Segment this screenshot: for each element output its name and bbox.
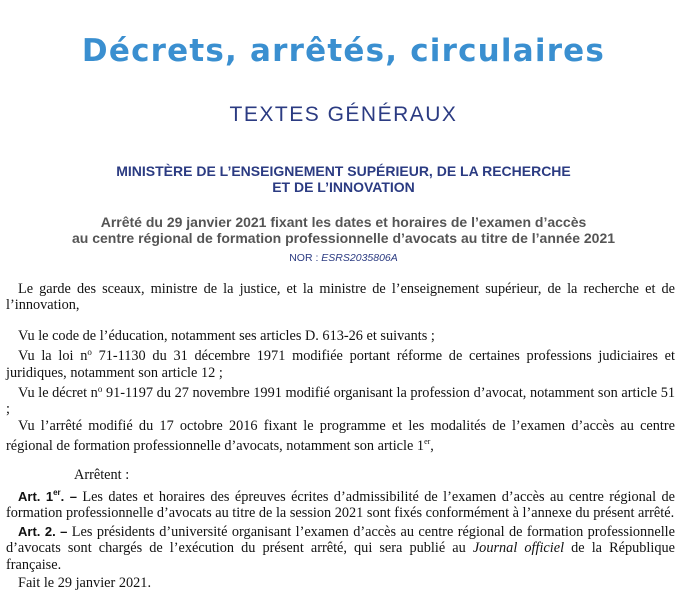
visa-decree-1991: Vu le décret $n^o$ 91-1197 du 27 novembre 1991 modifié organisant la profession d’avocat, notamment son article 51 ; [6,384,675,418]
article-1-label: Art. 1er. – [18,488,77,505]
article-2: Art. 2. – Les présidents d’université organisant l’examen d’accès au centre régional de formation professionnelle d’avocats sont chargés de l’exécution du présent arrêté, qui sera publié au Journal officiel de la République française. [6,523,676,573]
ministry-line-1: MINISTÈRE DE L’ENSEIGNEMENT SUPÉRIEUR, DE LA RECHERCHE [116,163,571,179]
signature-date: Fait le 29 janvier 2021. [18,575,152,592]
nor-label: NOR : [289,252,322,264]
nor-value: ESRS2035806A [321,252,398,264]
decree-body [6,281,675,592]
visa-education-code: Vu le code de l’éducation, notamment ses articles D. 613-26 et suivants ; [18,327,435,344]
visa-arrete-2016: Vu l’arrêté modifié du 17 octobre 2016 fixant le programme et les modalités de l’examen d’accès au centre régional de formation professionnelle d’avocats, notamment son article 1er, [6,417,675,455]
article-2-label: Art. 2. – [18,523,68,539]
main-title: Décrets, arrêtés, circulaires [81,33,606,69]
article-1: Art. 1er. – Les dates et horaires des épreuves écrites d’admissibilité de l’examen d’accès au centre régional de formation professionnelle d’avocats au titre de la session 2021 sont fixés conformément à l’annexe du présent arrêté. [6,488,675,522]
section-title: TEXTES GÉNÉRAUX [229,103,458,126]
decree-title [0,214,687,246]
visa-law-1971: Vu la loi $n^o$ 71-1130 du 31 décembre 1971 modifiée portant réforme de certaines professions judiciaires et juridiques, notamment son article 12 ; [6,347,675,381]
intro-paragraph: Le garde des sceaux, ministre de la justice, et la ministre de l’enseignement supérieur, de la recherche et de l’innovation, [6,281,675,314]
ministry-line-2: ET DE L’INNOVATION [272,179,415,195]
decree-title-line-2: au centre régional de formation professionnelle d’avocats au titre de l’année 2021 [71,230,616,246]
decree-title-line-1: Arrêté du 29 janvier 2021 fixant les dates et horaires de l’examen d’accès [100,214,587,230]
arretent-line: Arrêtent : [74,466,130,483]
ministry-heading [0,163,687,195]
nor-reference [0,252,687,264]
